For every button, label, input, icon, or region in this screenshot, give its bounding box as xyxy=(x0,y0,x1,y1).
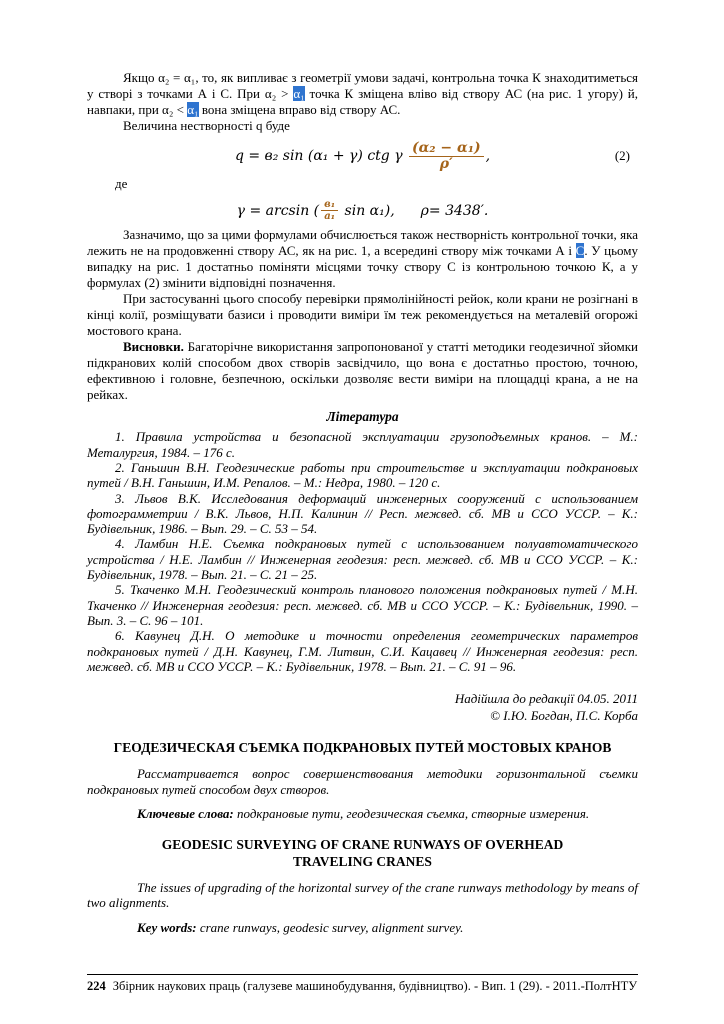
equation-q-body xyxy=(234,140,491,172)
literature-item: 3. Львов В.К. Исследования деформаций инженерных сооружений с использованием фотограмметрии / В.К. Львов, Н.П. Калинин // Респ. межвед. сб. МВ и ССО УССР. – К.: Будівельник, 1986. – Вып. 29. – С. 53 – 54. xyxy=(87,490,638,537)
text-run: α₁ xyxy=(293,86,305,101)
equation-q-lhs: q = в₂ sin (α₁ + γ) ctg γ xyxy=(234,148,408,165)
equation-gamma-body xyxy=(236,199,489,223)
paragraph-application: При застосуванні цього способу перевірки прямолінійності рейок, коли крани не розігнані в кінці колії, розміщувати базиси і проводити виміри їм теж рекомендується на металевій огорожі мостового крана. xyxy=(87,291,638,339)
text-run: вона зміщена вправо від створу АС. xyxy=(198,102,401,117)
page-number: 224 xyxy=(87,979,106,993)
literature-item: 1. Правила устройства и безопасной эксплуатации грузоподъемных кранов. – М.: Металургия, 1984. – 176 с. xyxy=(87,429,638,460)
abstract-russian: Рассматривается вопрос совершенствования методики горизонтальной съемки подкрановых путей способом двух створов. xyxy=(87,766,638,797)
footer-journal-line: Збірник наукових праць (галузеве машинобудування, будівництво). - Вип. 1 (29). - 2011.-ПолтНТУ xyxy=(112,979,638,993)
literature-item: 6. Кавунец Д.Н. О методике и точности определения геометрических параметров подкрановых путей / Д.Н. Кавунец, Г.М. Литвин, С.И. Кацавец // Инженерная геодезия: респ. межвед. сб. МВ и ССО УССР. – К.: Будівельник, 1978. – Вып. 21. – С. 91 – 96. xyxy=(87,628,638,674)
text-run: Якщо α₂ = α₁, то, як випливає з геометрії умови задачі, контрольна точка К знаходитиметься у створі з точками А і С. При α₂ > xyxy=(87,70,638,101)
article-content xyxy=(87,70,638,944)
title-english: GEODESIC SURVEYING OF CRANE RUNWAYS OF OVERHEAD TRAVELING CRANES xyxy=(161,836,564,869)
text-run: С xyxy=(575,243,585,259)
paragraph-note xyxy=(87,227,638,291)
equation-q-tail: , xyxy=(485,148,491,165)
literature-item: 5. Ткаченко М.Н. Геодезический контроль планового положения подкрановых путей / М.Н. Ткаченко // Инженерная геодезия: респ. межвед. сб. МВ и ССО УССР. – К.: Будівельник, 1990. – Вып. 3. – С. 96 – 101. xyxy=(87,582,638,628)
fraction-denominator: а₁ xyxy=(324,211,336,223)
fraction xyxy=(321,199,338,222)
fraction-denominator: ρ′ xyxy=(439,155,453,172)
text-run: Висновки. xyxy=(123,339,184,355)
text-run: Ключевые слова: xyxy=(137,806,234,822)
equation-gamma xyxy=(87,199,638,222)
fraction-numerator: в₁ xyxy=(321,199,338,211)
equation-gamma-lhs: γ = arcsin ( xyxy=(236,202,320,219)
paragraph-alpha-conditions xyxy=(87,70,638,118)
fraction-numerator: (α₂ − α₁) xyxy=(409,141,484,157)
received-block xyxy=(87,690,638,724)
fraction xyxy=(409,141,484,171)
keywords-english xyxy=(87,920,638,936)
text-run: crane runways, geodesic survey, alignment survey. xyxy=(196,919,464,935)
abstract-english: The issues of upgrading of the horizontal survey of the crane runways methodology by means of two alignments. xyxy=(87,879,638,911)
literature-item: 4. Ламбин Н.Е. Съемка подкрановых путей с использованием полуавтоматического устройства / Н.Е. Ламбин // Инженерная геодезия: респ. межвед. сб. МВ и ССО УССР. – К.: Будівельник, 1978. – Вып. 21. – С. 21 – 25. xyxy=(87,536,638,583)
page-footer xyxy=(87,974,638,994)
equation-q xyxy=(87,141,638,171)
equation-number: (2) xyxy=(614,148,630,164)
text-run: Багаторічне використання запропонованої у статті методики геодезичної зйомки підкранових колій способом двох створів засвідчило, що вона є достатньо простою, точною, ефективною і головне, безпечною, оскільки дозволяє вести виміри на площадці крана, а не на рейках. xyxy=(87,339,638,403)
paragraph-where: де xyxy=(115,176,128,192)
text-run: α₁ xyxy=(187,102,199,117)
text-run: Зазначимо, що за цими формулами обчислюється також нестворність контрольної точки, яка лежить не на продовженні створу АС, як на рис. 1, а всередині створу між точками А і xyxy=(87,227,638,259)
literature-heading: Література xyxy=(326,409,399,425)
text-run: Key words: xyxy=(137,919,197,935)
copyright-line: © І.Ю. Богдан, П.С. Корба xyxy=(490,708,638,724)
paragraph-nonalignment-intro: Величина нестворності q буде xyxy=(123,118,290,133)
text-run: . У цьому випадку на рис. 1 достатньо поміняти місцями точку створу С із контрольною точкою К, а у формулах (2) змінити відповідні позначення. xyxy=(87,243,638,291)
rho-value: ρ= 3438′. xyxy=(420,202,489,219)
text-run: подкрановые пути, геодезическая съемка, створные измерения. xyxy=(233,806,590,822)
title-russian: ГЕОДЕЗИЧЕСКАЯ СЪЕМКА ПОДКРАНОВЫХ ПУТЕЙ МОСТОВЫХ КРАНОВ xyxy=(113,740,612,756)
paragraph-conclusions xyxy=(87,339,638,403)
text-run: точка К зміщена вліво від створу АС (на рис. 1 угору) й, навпаки, при α₂ < xyxy=(87,86,638,117)
literature-item: 2. Ганьшин В.Н. Геодезические работы при строительстве и эксплуатации подкрановых путей / В.Н. Ганьшин, И.М. Репалов. – М.: Недра, 1980. – 120 с. xyxy=(87,459,638,491)
equation-gamma-mid: sin α₁), xyxy=(340,202,395,219)
literature-list xyxy=(87,429,638,674)
keywords-russian xyxy=(87,806,638,822)
received-date: Надійшла до редакції 04.05. 2011 xyxy=(454,691,638,707)
